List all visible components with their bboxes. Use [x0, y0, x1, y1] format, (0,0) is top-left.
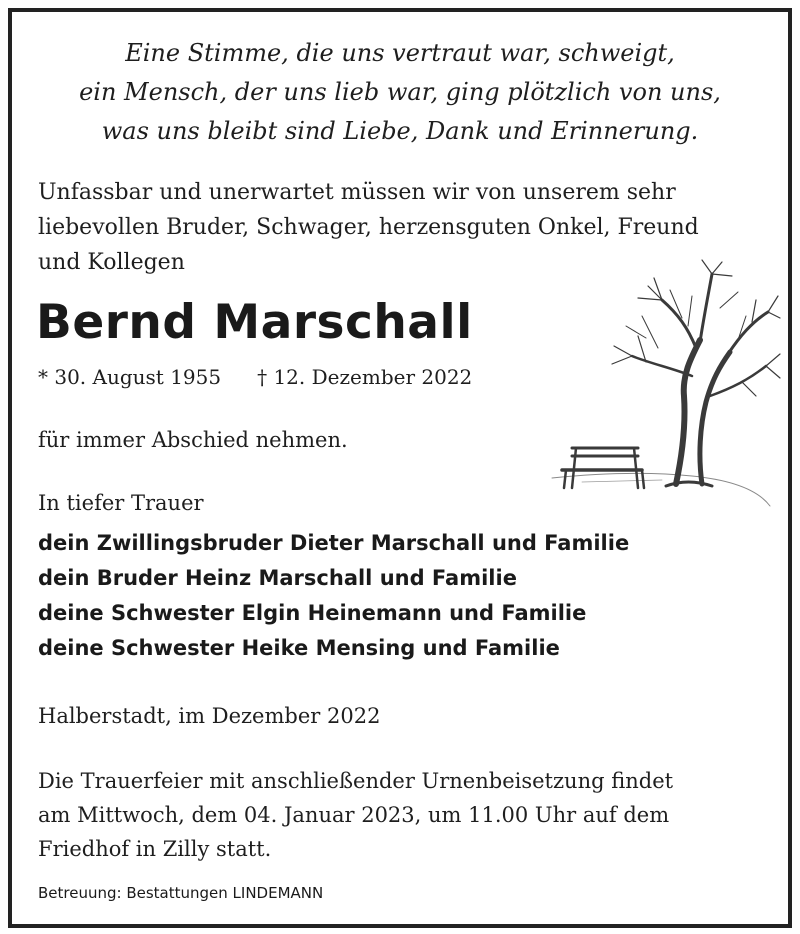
tree-and-bench-icon — [542, 256, 782, 516]
funeral-line: am Mittwoch, dem 04. Januar 2023, um 11.00 Uhr auf dem — [38, 803, 670, 827]
intro-line: liebevollen Bruder, Schwager, herzensguten Onkel, Freund — [38, 215, 699, 240]
intro-line: Unfassbar und unerwartet müssen wir von unserem sehr — [38, 180, 676, 205]
funeral-line: Die Trauerfeier mit anschließender Urnenbeisetzung findet — [38, 769, 674, 793]
poem-line: ein Mensch, der uns lieb war, ging plötzlich von uns, — [79, 78, 721, 106]
funeral-info — [38, 764, 774, 866]
mourner-entry: deine Schwester Elgin Heinemann und Familie — [38, 601, 587, 625]
funeral-line: Friedhof in Zilly statt. — [38, 837, 272, 861]
mourner-entry: deine Schwester Heike Mensing und Familie — [38, 636, 560, 660]
birth-date: * 30. August 1955 — [38, 365, 222, 389]
death-date: † 12. Dezember 2022 — [257, 365, 473, 389]
mourner-entry: dein Bruder Heinz Marschall und Familie — [38, 566, 517, 590]
mourners-list — [38, 526, 629, 666]
poem-quote — [12, 34, 788, 151]
place-date: Halberstadt, im Dezember 2022 — [38, 704, 381, 728]
poem-line: was uns bleibt sind Liebe, Dank und Erinnerung. — [101, 117, 699, 145]
intro-line: und Kollegen — [38, 250, 185, 275]
deceased-name: Bernd Marschall — [36, 295, 473, 350]
mourning-intro: In tiefer Trauer — [38, 491, 204, 515]
mourner-entry: dein Zwillingsbruder Dieter Marschall und Familie — [38, 531, 630, 555]
life-dates — [38, 365, 472, 389]
poem-line: Eine Stimme, die uns vertraut war, schweigt, — [125, 39, 675, 67]
obituary-notice — [8, 8, 792, 928]
funeral-home-note: Betreuung: Bestattungen LINDEMANN — [38, 884, 324, 902]
farewell-text: für immer Abschied nehmen. — [38, 428, 348, 452]
